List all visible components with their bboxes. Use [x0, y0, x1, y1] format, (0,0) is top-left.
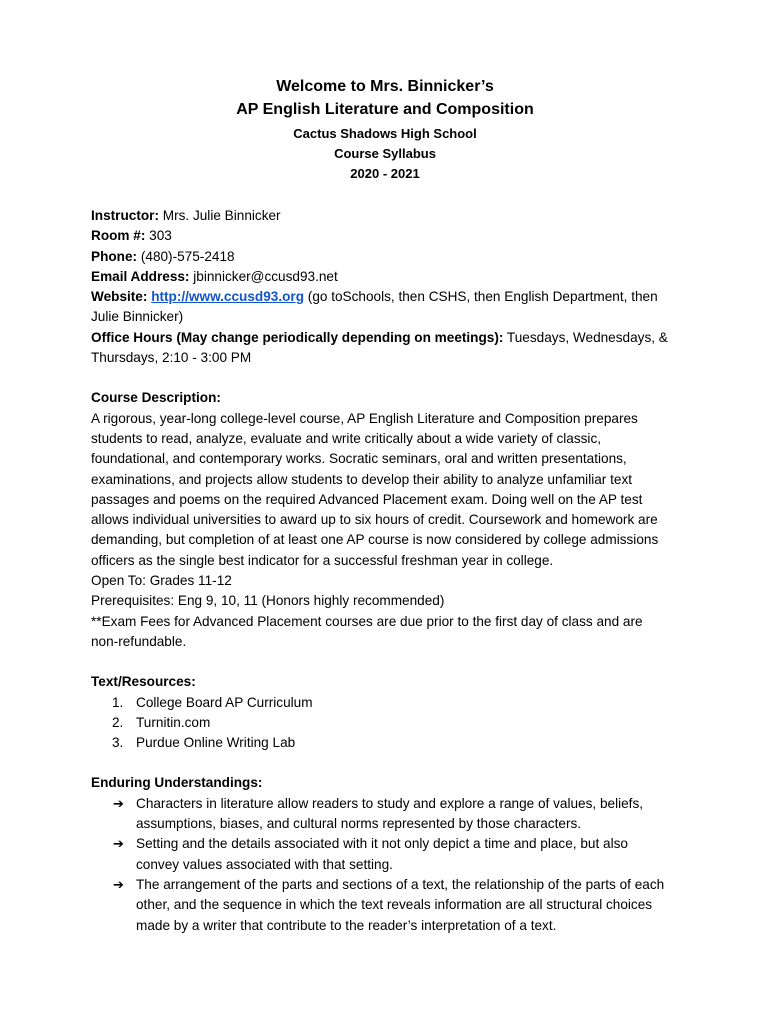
- arrow-right-icon: ➔: [113, 876, 124, 892]
- list-item: [91, 875, 691, 936]
- description-line: foundational, and contemporary works. Socratic seminars, oral and written presentations,: [91, 451, 627, 467]
- item-line: Characters in literature allow readers to study and explore a range of values, beliefs,: [136, 795, 644, 811]
- title-line-2: AP English Literature and Composition: [236, 101, 534, 118]
- resources-list: [91, 693, 691, 754]
- website-link[interactable]: http://www.ccusd93.org: [151, 289, 305, 305]
- room-line: [91, 226, 691, 246]
- description-line: allows individual universities to award up to six hours of credit. Coursework and homework are: [91, 512, 658, 528]
- instructor-label: Instructor:: [91, 208, 159, 223]
- item-line: made by a writer that contribute to the reader’s interpretation of a text.: [136, 917, 557, 933]
- spacer: [91, 652, 691, 672]
- instructor-line: [91, 206, 691, 226]
- prerequisites-line: Prerequisites: Eng 9, 10, 11 (Honors highly recommended): [91, 593, 445, 609]
- title-line-1: Welcome to Mrs. Binnicker’s: [276, 78, 494, 95]
- item-text: College Board AP Curriculum: [136, 694, 313, 710]
- description-line: officers as the single best indicator for a successful freshman year in college.: [91, 552, 554, 568]
- description-line: examinations, and projects allow students to develop their ability to analyze unfamiliar text: [91, 471, 633, 487]
- office-hours-continued: Thursdays, 2:10 - 3:00 PM: [91, 350, 252, 366]
- item-line: convey values associated with that setting.: [136, 856, 393, 872]
- exam-fees-line: **Exam Fees for Advanced Placement courses are due prior to the first day of class and are: [91, 613, 643, 629]
- document-type: Course Syllabus: [334, 146, 436, 161]
- website-note: (go toSchools, then CSHS, then English Department, then: [304, 289, 658, 305]
- instructor-value: Mrs. Julie Binnicker: [158, 208, 281, 223]
- website-note-continued: Julie Binnicker): [91, 309, 184, 325]
- exam-fees-continued: non-refundable.: [91, 633, 187, 649]
- description-line: demanding, but completion of at least one AP course is now considered by college admissions: [91, 532, 659, 548]
- understandings-list: [91, 794, 691, 936]
- arrow-right-icon: ➔: [113, 795, 124, 811]
- school-name: Cactus Shadows High School: [293, 126, 477, 141]
- item-line: The arrangement of the parts and sections of a text, the relationship of the parts of each: [136, 876, 665, 892]
- item-number: 1.: [112, 694, 124, 710]
- phone-label: Phone:: [91, 248, 138, 264]
- spacer: [91, 368, 691, 388]
- enduring-understandings-heading: Enduring Understandings:: [91, 775, 263, 791]
- description-line: A rigorous, year-long college-level course, AP English Literature and Composition prepares: [91, 410, 638, 426]
- email-value: jbinnicker@ccusd93.net: [189, 268, 338, 284]
- description-line: students to read, analyze, evaluate and write critically about a wide variety of classic,: [91, 430, 602, 446]
- item-line: Setting and the details associated with it not only depict a time and place, but also: [136, 836, 628, 852]
- course-description-heading: Course Description:: [91, 390, 221, 406]
- website-label: Website:: [91, 289, 148, 305]
- school-year: 2020 - 2021: [350, 166, 420, 181]
- website-line: [91, 287, 691, 307]
- description-line: passages and poems on the required Advanced Placement exam. Doing well on the AP test: [91, 491, 643, 507]
- room-label: Room #:: [91, 228, 146, 244]
- spacer: [91, 753, 691, 773]
- phone-line: [91, 247, 691, 267]
- syllabus-header: [0, 76, 770, 184]
- office-hours-value: Tuesdays, Wednesdays, &: [503, 329, 668, 345]
- office-hours-line: [91, 328, 691, 348]
- email-label: Email Address:: [91, 268, 190, 284]
- list-item: [91, 794, 691, 835]
- item-number: 3.: [112, 735, 124, 751]
- arrow-right-icon: ➔: [113, 836, 124, 852]
- list-item: [91, 713, 691, 733]
- phone-value: (480)-575-2418: [137, 248, 235, 264]
- item-line: assumptions, biases, and cultural norms represented by those characters.: [136, 816, 582, 832]
- item-text: Turnitin.com: [136, 714, 211, 730]
- item-number: 2.: [112, 714, 124, 730]
- syllabus-body: [91, 206, 691, 936]
- item-line: other, and the sequence in which the text reveals information are all structural choices: [136, 897, 653, 913]
- resources-heading: Text/Resources:: [91, 674, 196, 690]
- list-item: [91, 834, 691, 875]
- list-item: [91, 733, 691, 753]
- office-hours-label: Office Hours (May change periodically depending on meetings):: [91, 329, 504, 345]
- email-line: [91, 267, 691, 287]
- open-to-line: Open To: Grades 11-12: [91, 573, 232, 589]
- item-text: Purdue Online Writing Lab: [136, 735, 296, 751]
- list-item: [91, 693, 691, 713]
- room-value: 303: [145, 228, 172, 244]
